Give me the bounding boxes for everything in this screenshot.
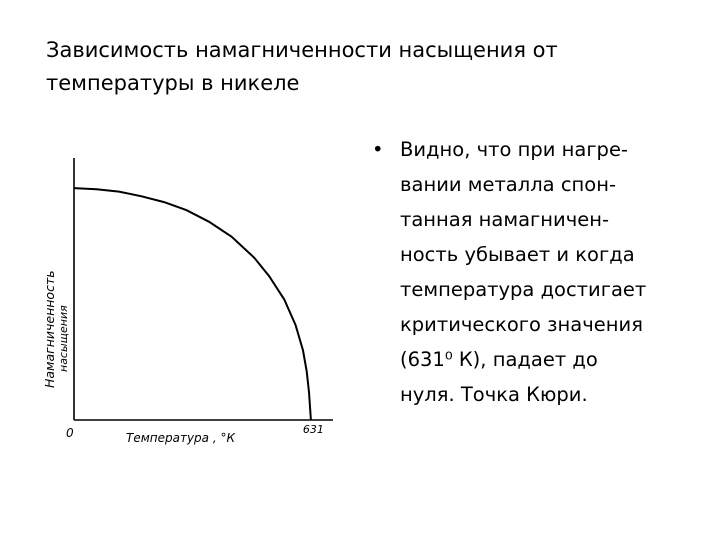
bullet-line: (631⁰ К), падает до [400,348,598,371]
bullet-line: Видно, что при нагре- [400,138,628,161]
bullet-line: нуля. Точка Кюри. [400,383,588,406]
bullet-line: температура достигает [400,278,647,301]
y-axis-label: Намагниченность [42,270,57,388]
bullet-dot: • [372,138,384,161]
x-tick-label: 0 [66,426,74,440]
title-line: температуры в никеле [46,71,300,95]
bullet-line: вании металла спон- [400,173,617,196]
bullet-line: ность убывает и когда [400,243,635,266]
bullet-line: танная намагничен- [400,208,610,231]
slide-title [46,34,646,100]
series-line [74,188,311,420]
bullet-text [400,132,646,412]
y-axis-label: насыщения [57,305,70,372]
x-tick-label: 631 [302,423,324,436]
title-line: Зависимость намагниченности насыщения от [46,38,558,62]
x-axis-label: Температура , °К [126,431,235,445]
bullet-line: критического значения [400,313,643,336]
magnetization-chart [36,150,336,455]
